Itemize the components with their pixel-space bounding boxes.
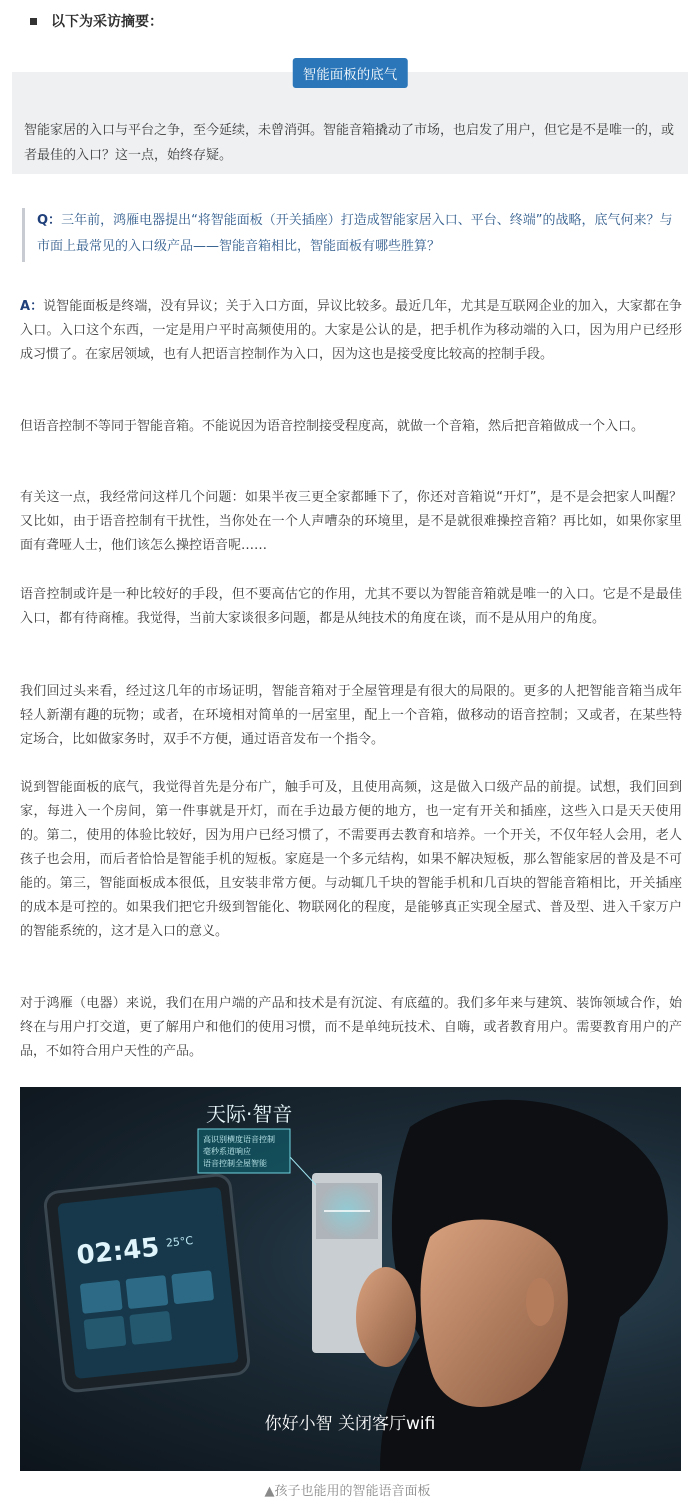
topic-box: [12, 67, 688, 174]
answer-paragraph: 对于鸿雁（电器）来说，我们在用户端的产品和技术是有沉淀、有底蕴的。我们多年来与建筑、装饰领域合作，始终在与用户打交道，更了解用户和他们的使用习惯，而不是单纯玩技术、自嗨，或者教育用户。需要教育用户的产品，不如符合用户天性的产品。: [20, 996, 682, 1059]
answer-label: A：: [20, 299, 44, 314]
product-feature: 语音控制全屋智能: [203, 1159, 267, 1168]
panel-clock: 02:45: [75, 1232, 161, 1272]
question-label: Q：: [37, 213, 62, 228]
answer-paragraph: 有关这一点，我经常问这样几个问题：如果半夜三更全家都睡下了，你还对音箱说“开灯”，是不是会把家人叫醒？又比如，由于语音控制有干扰性，当你处在一个人声嘈杂的环境里，是不是就很难操控音箱？再比如，如果你家里面有聋哑人士，他们该怎么操控语音呢……: [20, 490, 682, 553]
topic-text: 智能家居的入口与平台之争，至今延续，未曾消弭。智能音箱撬动了市场，也启发了用户，但它是不是唯一的，或者最佳的入口？这一点，始终存疑。: [24, 123, 675, 163]
product-name: 天际·智音: [206, 1102, 293, 1126]
question-text: 三年前，鸿雁电器提出“将智能面板（开关插座）打造成智能家居入口、平台、终端”的战略，底气何来？与市面上最常见的入口级产品——智能音箱相比，智能面板有哪些胜算？: [37, 213, 673, 254]
product-photo: [20, 1087, 681, 1471]
answer-paragraph: [20, 295, 682, 367]
intro-text: 以下为采访摘要：: [51, 14, 163, 30]
photo-caption: ▲孩子也能用的智能语音面板: [264, 1484, 431, 1499]
product-feature: 毫秒系道响应: [203, 1147, 251, 1156]
topic-title: 智能面板的底气: [293, 58, 408, 88]
photo-scene: [20, 1087, 681, 1471]
square-bullet-icon: [30, 18, 37, 25]
answer-paragraph: 但语音控制不等同于智能音箱。不能说因为语音控制接受程度高，就做一个音箱，然后把音箱做成一个入口。: [20, 419, 645, 434]
answer-paragraph: 说到智能面板的底气，我觉得首先是分布广，触手可及，且使用高频，这是做入口级产品的前提。试想，我们回到家，每进入一个房间，第一件事就是开灯，而在手边最方便的地方，也一定有开关和插座，这些入口是天天使用的。第二，使用的体验比较好，因为用户已经习惯了，不需要再去教育和培养。一个开关，不仅年轻人会用，老人孩子也会用，而后者恰恰是智能手机的短板。家庭是一个多元结构，如果不解决短板，那么智能家居的普及是不可能的。第三，智能面板成本很低，且安装非常方便。与动辄几千块的智能手机和几百块的智能音箱相比，开关插座的成本是可控的。如果我们把它升级到智能化、物联网化的程度，是能够真正实现全屋式、普及型、进入千家万户的智能系统的，这才是入口的意义。: [20, 780, 682, 939]
question-block: [22, 208, 678, 262]
product-feature: 高识别横度语音控制: [203, 1135, 275, 1144]
video-subtitle: 你好小智 关闭客厅wifi: [264, 1414, 436, 1434]
interview-intro: [30, 10, 163, 32]
smart-panel-screen: [44, 1174, 250, 1392]
answer-paragraph: 我们回过头来看，经过这几年的市场证明，智能音箱对于全屋管理是有很大的局限的。更多的人把智能音箱当成年轻人新潮有趣的玩物；或者，在环境相对简单的一居室里，配上一个音箱，做移动的语音控制；又或者，在某些特定场合，比如做家务时，双手不方便，通过语音发布一个指令。: [20, 684, 682, 747]
answer-paragraph: 语音控制或许是一种比较好的手段，但不要高估它的作用，尤其不要以为智能音箱就是唯一的入口。它是不是最佳入口，都有待商榷。我觉得，当前大家谈很多问题，都是从纯技术的角度在谈，而不是从用户的角度。: [20, 587, 682, 626]
answer-text: 说智能面板是终端，没有异议；关于入口方面，异议比较多。最近几年，尤其是互联网企业的加入，大家都在争入口。入口这个东西，一定是用户平时高频使用的。大家是公认的是，把手机作为移动端的入口，因为用户已经形成习惯了。在家居领域，也有人把语言控制作为入口，因为这也是接受度比较高的控制手段。: [20, 299, 682, 362]
panel-temperature: 25°C: [165, 1233, 194, 1250]
